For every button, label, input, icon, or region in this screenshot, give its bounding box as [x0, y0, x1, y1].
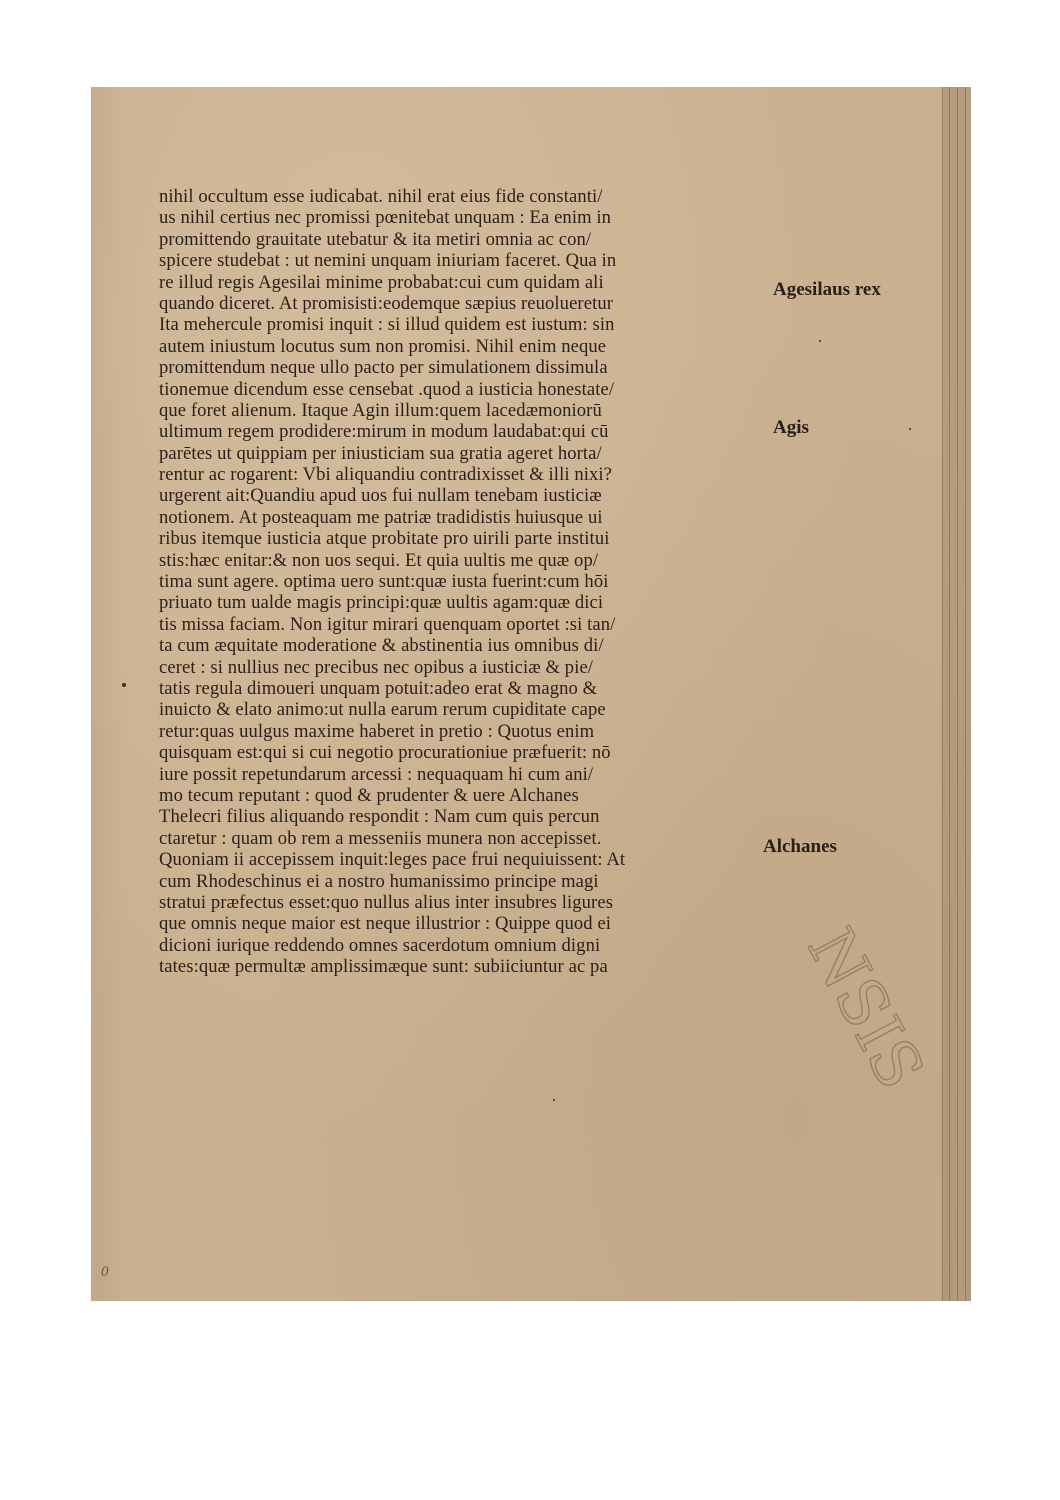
text-line: inuicto & elato animo:ut nulla earum rerum cupiditate cape [159, 699, 606, 721]
text-line: tates:quæ permultæ amplissimæque sunt: subiiciuntur ac pa [159, 956, 608, 978]
text-line: rentur ac rogarent: Vbi aliquandiu contradixisset & illi nixi? [159, 464, 613, 486]
text-line: us nihil certius nec promissi pœnitebat unquam : Ea enim in [159, 207, 612, 229]
marginal-note-agis: Agis [773, 417, 809, 438]
text-line: nihil occultum esse iudicabat. nihil erat eius fide constanti/ [159, 186, 603, 207]
text-line: promittendo grauitate utebatur & ita metiri omnia ac con/ [159, 228, 592, 250]
text-line: spicere studebat : ut nemini unquam iniuriam faceret. Qua in [159, 250, 617, 272]
text-line: dicioni iurique reddendo omnes sacerdotum omnium digni [159, 934, 601, 956]
folio-mark: 0 [101, 1264, 109, 1280]
text-line: mo tecum reputant : quod & prudenter & uere Alchanes [159, 784, 579, 806]
text-line: ta cum æquitate moderatione & abstinentia ius omnibus di/ [159, 635, 604, 657]
text-line: iure possit repetundarum arcessi : nequaquam hi cum ani/ [159, 763, 594, 785]
text-line: tatis regula dimoueri unquam potuit:adeo erat & magno & [159, 677, 598, 699]
text-line: ultimum regem prodidere:mirum in modum laudabat:qui cū [159, 421, 609, 443]
marginal-note-agesilaus: Agesilaus rex [773, 279, 881, 300]
text-line: ribus itemque iusticia atque probitate pro uirili parte institui [159, 528, 610, 550]
ink-speck [553, 1099, 555, 1101]
page-edge-shadow [942, 87, 971, 1301]
text-line: quando diceret. At promisisti:eodemque sæpius reuolueretur [159, 292, 614, 314]
text-line: tionemue dicendum esse censebat .quod a iusticia honestate/ [159, 378, 615, 400]
library-stamp [771, 867, 938, 1127]
ink-speck [122, 683, 126, 687]
text-line: tima sunt agere. optima uero sunt:quæ iusta fuerint:cum hōi [159, 571, 609, 593]
text-line: urgerent ait:Quandiu apud uos fui nullam tenebam iusticiæ [159, 485, 602, 507]
text-line: priuato tum ualde magis principi:quæ uultis agam:quæ dici [159, 592, 604, 614]
text-line: re illud regis Agesilai minime probabat:cui cum quidam ali [159, 271, 604, 293]
text-line: autem iniustum locutus sum non promisi. Nihil enim neque [159, 335, 607, 357]
stamp-letters: NSIS [792, 917, 938, 1102]
text-line: Quoniam ii accepissem inquit:leges pace frui nequiuissent: At [159, 849, 626, 871]
text-line: Thelecri filius aliquando respondit : Nam cum quis percun [159, 806, 600, 828]
text-line: promittendum neque ullo pacto per simulationem dissimula [159, 357, 608, 379]
text-line: stratui præfectus esset:quo nullus alius inter insubres ligures [159, 891, 614, 913]
text-line: ctaretur : quam ob rem a messeniis munera non accepisset. [159, 827, 602, 849]
text-line: stis:hæc enitar:& non uos sequi. Et quia uultis me quæ op/ [159, 549, 599, 571]
marginal-note-alchanes: Alchanes [763, 836, 837, 857]
text-line: quisquam est:qui si cui negotio procurationiue præfuerit: nō [159, 742, 611, 764]
main-text-block [159, 186, 771, 977]
text-line: retur:quas uulgus maxime haberet in pretio : Quotus enim [159, 720, 595, 742]
text-line: cum Rhodeschinus ei a nostro humanissimo principe magi [159, 870, 599, 892]
ink-speck [819, 340, 821, 342]
text-line: que foret alienum. Itaque Agin illum:quem lacedæmoniorū [159, 399, 602, 421]
text-line: parētes ut quippiam per iniusticiam sua gratia ageret horta/ [159, 442, 602, 464]
text-line: notionem. At posteaquam me patriæ tradidistis huiusque ui [159, 506, 603, 528]
text-line: que omnis neque maior est neque illustrior : Quippe quod ei [159, 913, 612, 935]
text-line: tis missa faciam. Non igitur mirari quenquam oportet :si tan/ [159, 613, 616, 635]
ink-speck [909, 428, 911, 430]
scanned-page [91, 87, 971, 1301]
text-line: Ita mehercule promisi inquit : si illud quidem est iustum: sin [159, 314, 615, 336]
text-line: ceret : si nullius nec precibus nec opibus a iusticiæ & pie/ [159, 656, 594, 678]
